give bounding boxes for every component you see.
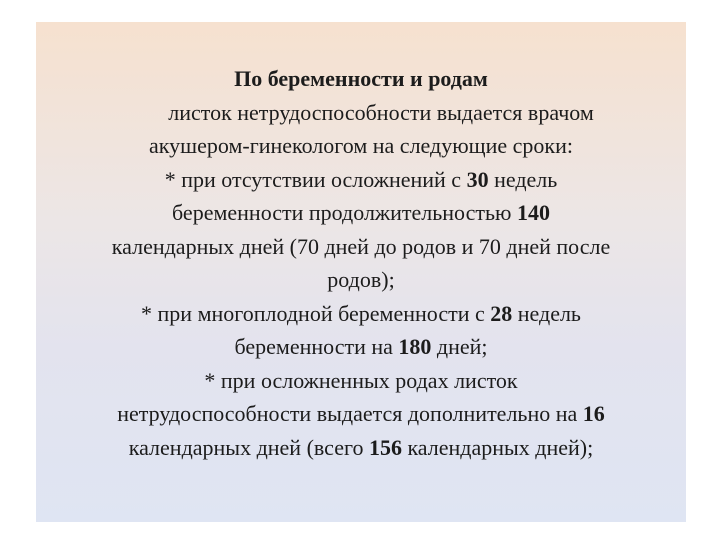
text-run: * при осложненных родах листок: [204, 367, 518, 393]
text-line: [36, 163, 686, 197]
text-run: календарных дней (70 дней до родов и 70 дней после: [111, 233, 611, 259]
bold-number: 16: [582, 401, 605, 426]
text-line: [36, 196, 686, 230]
bold-number: 28: [490, 300, 513, 326]
text-line: [6, 397, 716, 431]
text-line: [36, 263, 686, 297]
text-run: дней;: [431, 334, 488, 359]
text-run: родов);: [327, 267, 395, 292]
slide-title: По беременности и родам: [234, 66, 488, 91]
text-line: [36, 364, 686, 398]
slide: [36, 22, 686, 522]
text-run: недель: [512, 300, 581, 326]
bold-number: 156: [368, 434, 402, 460]
text-run: листок нетрудоспособности выдается врачом: [168, 99, 594, 125]
text-run: беременности продолжительностью: [172, 200, 517, 225]
text-run: календарных дней);: [401, 434, 594, 460]
bold-number: 180: [398, 334, 432, 359]
text-run: * при отсутствии осложнений с: [164, 166, 467, 192]
text-line: [36, 129, 686, 163]
bold-number: 30: [466, 166, 489, 192]
text-line: [36, 96, 686, 130]
text-line: [36, 297, 686, 331]
slide-content: [36, 62, 686, 464]
text-run: акушером-гинекологом на следующие сроки:: [149, 133, 573, 158]
text-run: недель: [488, 166, 558, 192]
bold-number: 140: [516, 200, 550, 225]
text-run: беременности на: [234, 334, 399, 359]
text-run: нетрудоспособности выдается дополнительно на: [117, 401, 583, 426]
text-line: [36, 330, 686, 364]
text-run: * при многоплодной беременности с: [141, 300, 491, 326]
text-run: календарных дней (всего: [128, 434, 369, 460]
text-line: [6, 431, 716, 465]
text-line: [6, 230, 716, 264]
